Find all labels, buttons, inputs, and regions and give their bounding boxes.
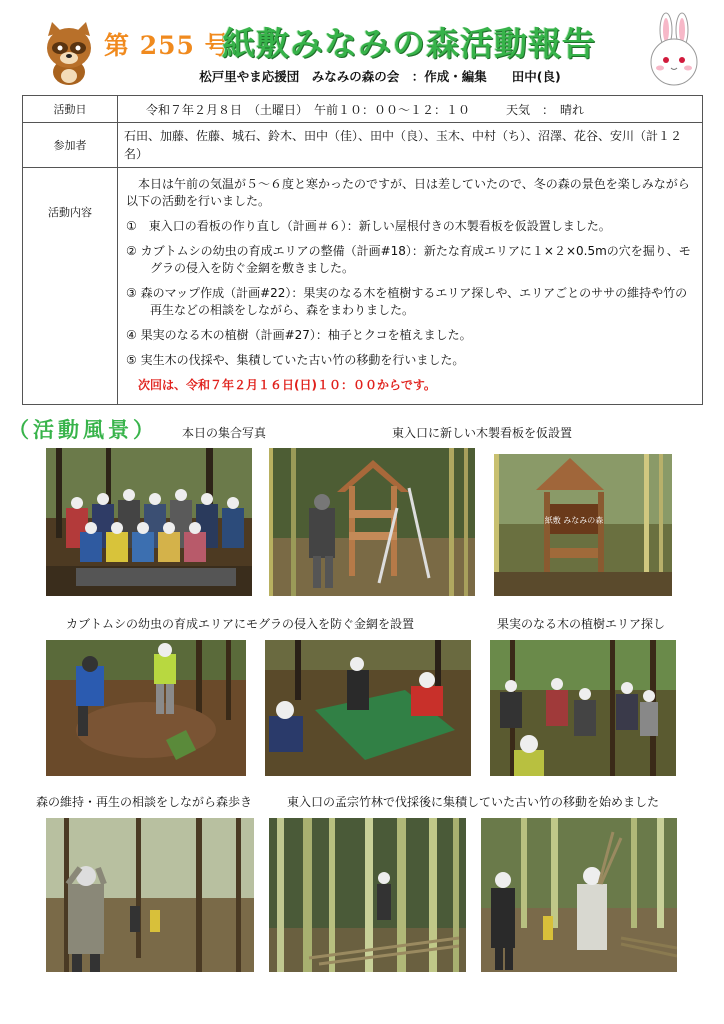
- photo-digging: [46, 640, 246, 776]
- photo-moving-bamboo: [481, 818, 677, 972]
- gallery-section-title: （活動風景）: [8, 418, 158, 442]
- photo-group: [46, 448, 252, 596]
- content-item: ③ 森のマップ作成（計画#22）：果実のなる木を植樹するエリア探しや、エリアごとのササの維持や竹の再生などの相談をしながら、森をまわりました。: [126, 286, 688, 317]
- content-item: ② カブトムシの幼虫の育成エリアの整備（計画#18）：新たな育成エリアに１×２×0.5mの穴を掘り、モグラの侵入を防ぐ金網を敷きました。: [126, 244, 691, 275]
- next-meeting-note: 次回は、令和７年２月１６日(日)１０：００からです。: [138, 378, 436, 392]
- photo-new-sign: [494, 454, 672, 596]
- photo-sign-building: [269, 448, 475, 596]
- photo-wire-net: [265, 640, 471, 776]
- content-label: 活動内容: [23, 168, 118, 405]
- activity-table: [22, 95, 703, 405]
- content-cell: [118, 168, 703, 405]
- sign-board-text: 紙敷 みなみの森: [544, 516, 604, 525]
- participants-label: 参加者: [23, 123, 118, 168]
- date-label: 活動日: [23, 96, 118, 123]
- caption-net-photo: カブトムシの幼虫の育成エリアにモグラの侵入を防ぐ金網を設置: [66, 617, 415, 631]
- caption-walk-photo: 森の維持・再生の相談をしながら森歩き: [36, 795, 253, 809]
- caption-fruit-photo: 果実のなる木の植樹エリア探し: [497, 617, 666, 631]
- caption-sign-photo: 東入口に新しい木製看板を仮設置: [392, 426, 573, 440]
- author-line: 松戸里やま応援団 みなみの森の会 ：作成・編集 田中(良): [199, 69, 561, 84]
- content-item: ① 東入口の看板の作り直し（計画＃６）：新しい屋根付きの木製看板を仮設置しました。: [126, 219, 611, 233]
- date-value: 令和７年２月８日 （土曜日） 午前１０：００〜１２：１０ 天気 ： 晴れ: [118, 96, 703, 123]
- issue-number: 第 255 号: [104, 31, 231, 60]
- participants-value: 石田、加藤、佐藤、城石、鈴木、田中（佳）、田中（良）、玉木、中村（ち）、沼澤、花谷、安川（計１２名）: [118, 123, 703, 168]
- content-intro: 本日は午前の気温が５〜６度と寒かったのですが、日は差していたので、冬の森の景色を楽しみながら以下の活動を行いました。: [126, 177, 690, 208]
- photo-forest-walk: [46, 818, 254, 972]
- content-item: ④ 果実のなる木の植樹（計画#27）：柚子とクコを植えました。: [126, 328, 472, 342]
- photo-bamboo-grove: [269, 818, 466, 972]
- content-item: ⑤ 実生木の伐採や、集積していた古い竹の移動を行いました。: [126, 353, 465, 367]
- caption-bamboo-photo: 東入口の孟宗竹林で伐採後に集積していた古い竹の移動を始めました: [287, 795, 660, 809]
- caption-group-photo: 本日の集合写真: [182, 426, 267, 440]
- photo-fruit-area: [490, 640, 676, 776]
- page-title: 紙敷みなみの森活動報告: [222, 24, 596, 63]
